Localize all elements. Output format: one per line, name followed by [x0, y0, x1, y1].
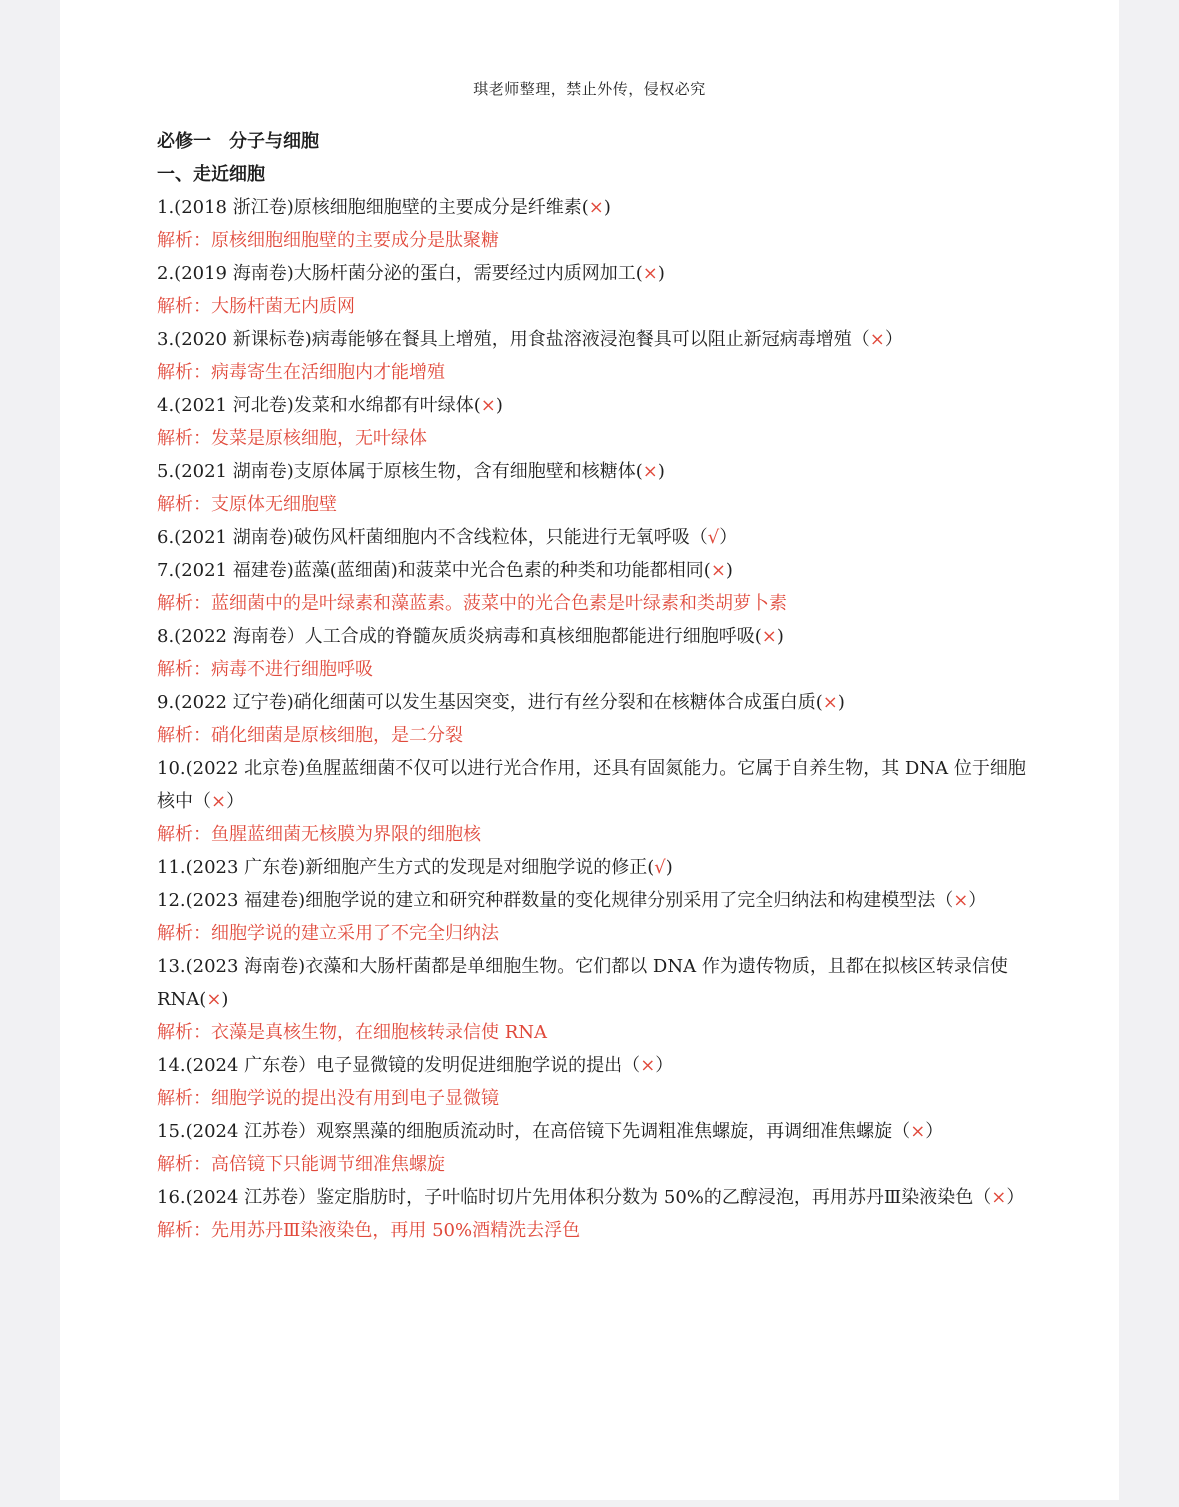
cross-mark: × [480, 395, 496, 416]
question-text: 2.(2019 海南卷)大肠杆菌分泌的蛋白，需要经过内质网加工( [157, 263, 643, 284]
question-item [157, 1049, 1037, 1082]
question-text: 4.(2021 河北卷)发菜和水绵都有叶绿体( [157, 395, 481, 416]
cross-mark: × [953, 890, 969, 911]
cross-mark: × [211, 791, 227, 812]
question-close-paren: ） [925, 1121, 944, 1142]
cross-mark: × [869, 329, 885, 350]
question-item [157, 752, 1037, 818]
question-item [157, 257, 1037, 290]
question-close-paren: ） [1006, 1187, 1025, 1208]
question-close-paren: ） [884, 329, 903, 350]
explanation: 解析：细胞学说的提出没有用到电子显微镜 [157, 1088, 499, 1109]
cross-mark: × [206, 989, 222, 1010]
document-content [157, 125, 1037, 1247]
question-item [157, 389, 1037, 422]
question-text: 7.(2021 福建卷)蓝藻(蓝细菌)和菠菜中光合色素的种类和功能都相同( [157, 560, 711, 581]
question-item [157, 686, 1037, 719]
question-text: 9.(2022 辽宁卷)硝化细菌可以发生基因突变，进行有丝分裂和在核糖体合成蛋白质( [157, 692, 823, 713]
explanation: 解析：先用苏丹Ⅲ染液染色，再用 50%酒精洗去浮色 [157, 1220, 581, 1241]
cross-mark: × [822, 692, 838, 713]
question-text: 6.(2021 湖南卷)破伤风杆菌细胞内不含线粒体，只能进行无氧呼吸（ [157, 527, 708, 548]
question-item [157, 323, 1037, 356]
section-title: 一、走近细胞 [157, 164, 265, 185]
cross-mark: × [588, 197, 604, 218]
cross-mark: × [910, 1121, 926, 1142]
question-text: 1.(2018 浙江卷)原核细胞细胞壁的主要成分是纤维素( [157, 197, 589, 218]
explanation: 解析：蓝细菌中的是叶绿素和藻蓝素。菠菜中的光合色素是叶绿素和类胡萝卜素 [157, 593, 787, 614]
cross-mark: × [642, 263, 658, 284]
explanation: 解析：支原体无细胞壁 [157, 494, 337, 515]
question-close-paren: ） [968, 890, 987, 911]
question-item [157, 191, 1037, 224]
question-text: 13.(2023 海南卷)衣藻和大肠杆菌都是单细胞生物。它们都以 DNA 作为遗传物质，且都在拟核区转录信使 RNA( [157, 956, 1008, 1010]
question-close-paren: ) [725, 560, 733, 581]
question-item [157, 521, 1037, 554]
question-close-paren: ) [657, 263, 665, 284]
explanation: 解析：细胞学说的建立采用了不完全归纳法 [157, 923, 499, 944]
explanation: 解析：硝化细菌是原核细胞，是二分裂 [157, 725, 463, 746]
cross-mark: × [640, 1055, 656, 1076]
question-item [157, 554, 1037, 587]
question-text: 16.(2024 江苏卷）鉴定脂肪时，子叶临时切片先用体积分数为 50%的乙醇浸泡，再用苏丹Ⅲ染液染色（ [157, 1187, 992, 1208]
question-close-paren: ) [776, 626, 784, 647]
question-item [157, 1181, 1037, 1214]
question-item [157, 1115, 1037, 1148]
question-list [157, 191, 1037, 1247]
question-text: 5.(2021 湖南卷)支原体属于原核生物，含有细胞壁和核糖体( [157, 461, 643, 482]
cross-mark: × [761, 626, 777, 647]
question-item [157, 455, 1037, 488]
question-text: 3.(2020 新课标卷)病毒能够在餐具上增殖，用食盐溶液浸泡餐具可以阻止新冠病毒增殖（ [157, 329, 870, 350]
question-close-paren: ) [603, 197, 611, 218]
document-page [60, 0, 1119, 1500]
cross-mark: × [710, 560, 726, 581]
question-text: 8.(2022 海南卷）人工合成的脊髓灰质炎病毒和真核细胞都能进行细胞呼吸( [157, 626, 762, 647]
question-close-paren: ) [665, 857, 673, 878]
question-item [157, 851, 1037, 884]
question-close-paren: ) [657, 461, 665, 482]
question-text: 10.(2022 北京卷)鱼腥蓝细菌不仅可以进行光合作用，还具有固氮能力。它属于自养生物，其 DNA 位于细胞核中（ [157, 758, 1026, 812]
explanation: 解析：原核细胞细胞壁的主要成分是肽聚糖 [157, 230, 499, 251]
check-mark: √ [707, 527, 720, 548]
question-close-paren: ) [221, 989, 229, 1010]
question-close-paren: ) [495, 395, 503, 416]
question-item [157, 950, 1037, 1016]
explanation: 解析：大肠杆菌无内质网 [157, 296, 355, 317]
explanation: 解析：高倍镜下只能调节细准焦螺旋 [157, 1154, 445, 1175]
cross-mark: × [642, 461, 658, 482]
explanation: 解析：病毒不进行细胞呼吸 [157, 659, 373, 680]
question-close-paren: ） [226, 791, 245, 812]
question-text: 14.(2024 广东卷）电子显微镜的发明促进细胞学说的提出（ [157, 1055, 641, 1076]
question-close-paren: ） [655, 1055, 674, 1076]
chapter-title: 必修一 分子与细胞 [157, 131, 319, 152]
question-item [157, 884, 1037, 917]
explanation: 解析：发菜是原核细胞，无叶绿体 [157, 428, 427, 449]
explanation: 解析：鱼腥蓝细菌无核膜为界限的细胞核 [157, 824, 481, 845]
check-mark: √ [654, 857, 666, 878]
question-text: 11.(2023 广东卷)新细胞产生方式的发现是对细胞学说的修正( [157, 857, 655, 878]
cross-mark: × [991, 1187, 1007, 1208]
question-text: 15.(2024 江苏卷）观察黑藻的细胞质流动时，在高倍镜下先调粗准焦螺旋，再调细准焦螺旋（ [157, 1121, 911, 1142]
explanation: 解析：病毒寄生在活细胞内才能增殖 [157, 362, 445, 383]
question-text: 12.(2023 福建卷)细胞学说的建立和研究种群数量的变化规律分别采用了完全归纳法和构建模型法（ [157, 890, 954, 911]
question-close-paren: ) [837, 692, 845, 713]
question-item [157, 620, 1037, 653]
explanation: 解析：衣藻是真核生物，在细胞核转录信使 RNA [157, 1022, 548, 1043]
question-close-paren: ） [719, 527, 738, 548]
page-header: 琪老师整理，禁止外传，侵权必究 [473, 80, 706, 98]
